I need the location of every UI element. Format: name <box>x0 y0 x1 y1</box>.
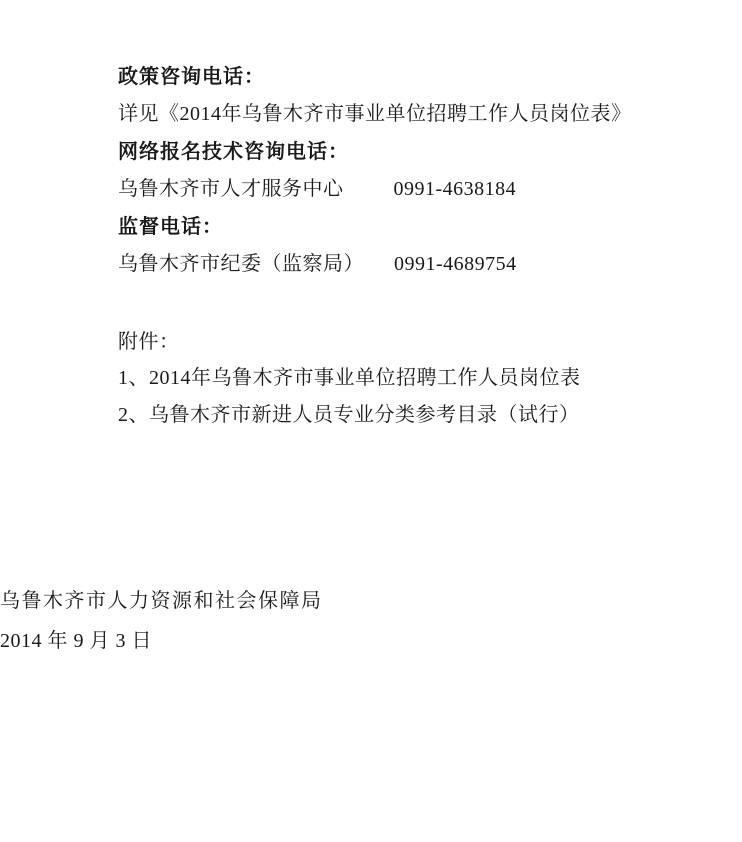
attachments-section <box>118 324 702 433</box>
attachments-label: 附件： <box>118 331 180 353</box>
contact-section <box>118 59 702 283</box>
signature-block <box>0 581 742 661</box>
supervise-phone-heading: 监督电话： <box>118 215 223 238</box>
supervise-phone-number: 0991-4689754 <box>394 253 517 276</box>
attachment-item-2: 2、乌鲁木齐市新进人员专业分类参考目录（试行） <box>118 403 580 426</box>
attachment-item-1: 1、2014年乌鲁木齐市事业单位招聘工作人员岗位表 <box>118 367 581 390</box>
tech-phone-line <box>118 171 702 208</box>
tech-phone-heading: 网络报名技术咨询电话： <box>118 140 349 163</box>
signature-date: 2014 年 9 月 3 日 <box>0 630 152 652</box>
policy-phone-heading: 政策咨询电话： <box>118 66 265 88</box>
supervise-phone-org: 乌鲁木齐市纪委（监察局） <box>118 253 364 276</box>
tech-phone-org: 乌鲁木齐市人才服务中心 <box>118 178 344 201</box>
supervise-phone-line <box>118 246 702 283</box>
signature-org: 乌鲁木齐市人力资源和社会保障局 <box>0 590 323 612</box>
tech-phone-number: 0991-4638184 <box>393 178 517 201</box>
policy-phone-detail: 详见《2014年乌鲁木齐市事业单位招聘工作人员岗位表》 <box>118 103 632 126</box>
